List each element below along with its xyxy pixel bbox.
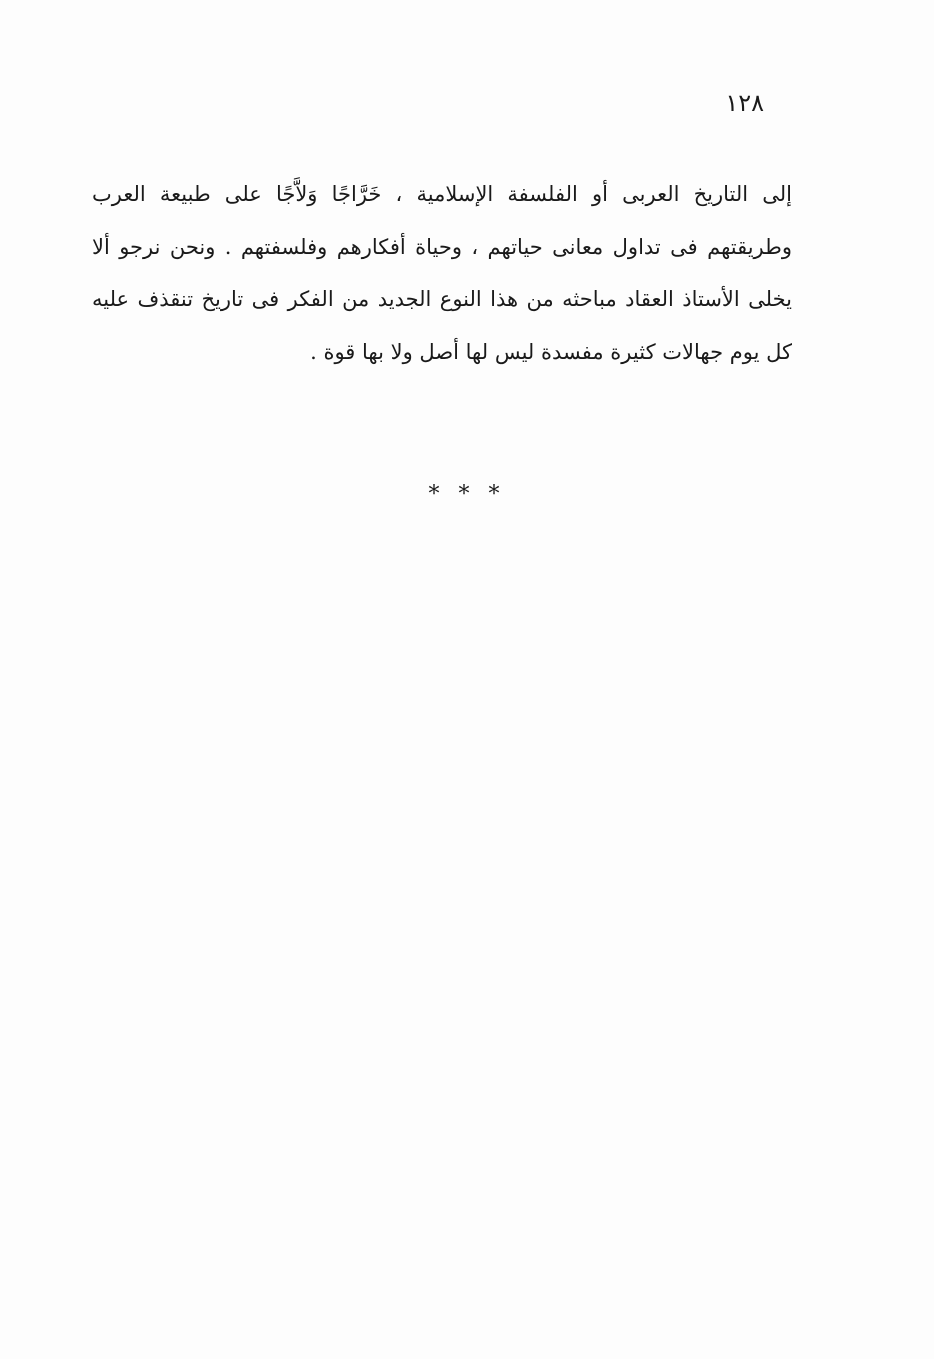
section-separator: * * *: [428, 482, 506, 507]
body-text: [92, 168, 792, 378]
page-number: ١٢٨: [725, 89, 764, 117]
paragraph: إلى التاريخ العربى أو الفلسفة الإسلامية ، خَرَّاجًا وَلاَّجًا على طبيعة العرب وطريقتهم فى تداول معانى حياتهم ، وحياة أفكارهم وفلسفتهم . ونحن نرجو ألا يخلى الأستاذ العقاد مباحثه من هذا النوع الجديد من الفكر فى تاريخ تنقذف عليه كل يوم جهالات كثيرة مفسدة ليس لها أصل ولا بها قوة .: [92, 182, 792, 364]
